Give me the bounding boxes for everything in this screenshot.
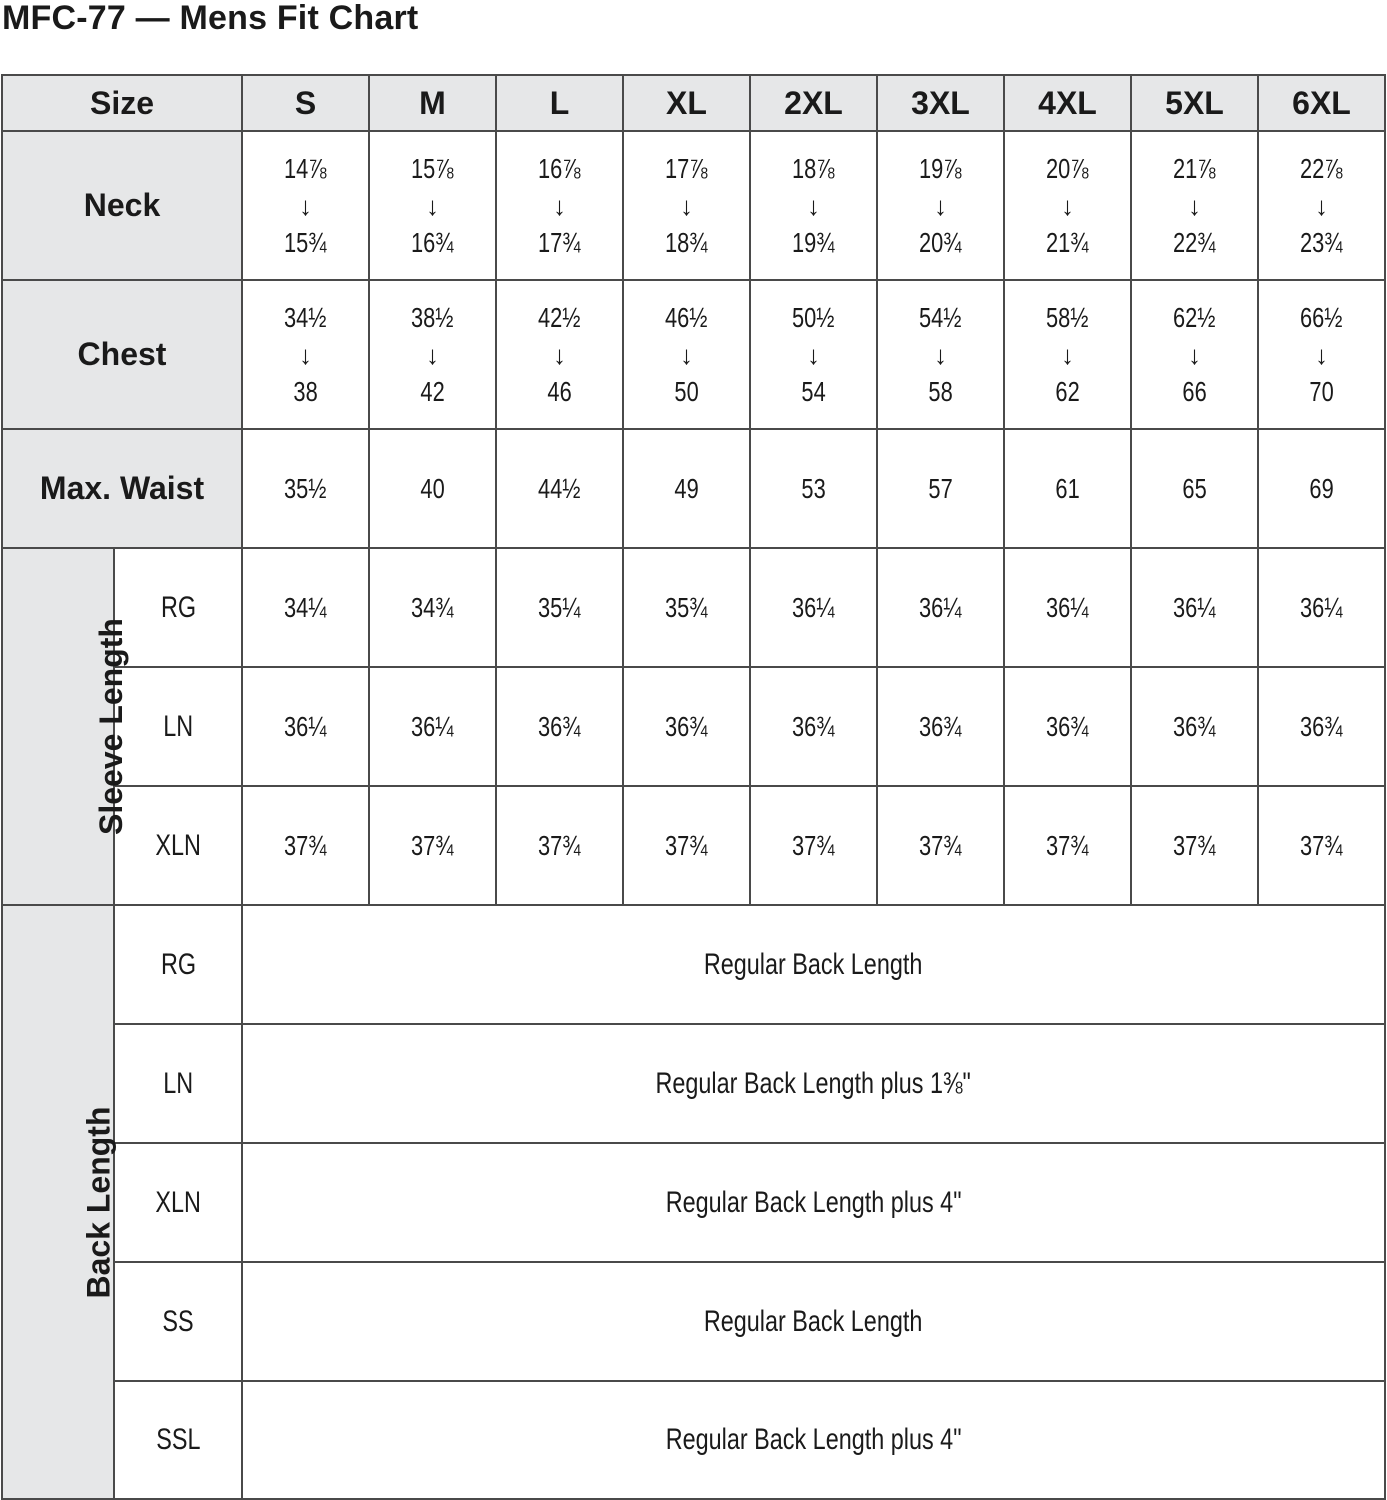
range-from: 66½ xyxy=(1300,301,1343,333)
sleeve-type xyxy=(114,548,242,667)
range-to: 22¾ xyxy=(1173,226,1216,258)
size-col-header: L xyxy=(496,75,623,131)
down-arrow-icon: ↓ xyxy=(1188,339,1201,370)
sleeve-value: 36¼ xyxy=(1173,591,1216,623)
sleeve-cell xyxy=(750,786,877,905)
neck-range-cell xyxy=(242,131,369,280)
sleeve-cell xyxy=(877,548,1004,667)
waist-cell xyxy=(877,429,1004,548)
neck-range-cell xyxy=(750,131,877,280)
waist-cell xyxy=(750,429,877,548)
back-type xyxy=(114,1262,242,1381)
waist-cell xyxy=(623,429,750,548)
size-col-header: 3XL xyxy=(877,75,1004,131)
sleeve-cell xyxy=(242,667,369,786)
down-arrow-icon: ↓ xyxy=(426,190,439,221)
range-from: 18⅞ xyxy=(792,152,835,184)
waist-value: 35½ xyxy=(284,472,327,504)
sleeve-value: 37¾ xyxy=(919,829,962,861)
size-col-header: 6XL xyxy=(1258,75,1385,131)
back-row-ssl xyxy=(2,1381,1385,1499)
down-arrow-icon: ↓ xyxy=(299,339,312,370)
range-to: 20¾ xyxy=(919,226,962,258)
size-col-header: XL xyxy=(623,75,750,131)
back-type-label: SSL xyxy=(155,1423,201,1456)
sleeve-type-label: LN xyxy=(163,709,193,743)
sleeve-cell xyxy=(496,667,623,786)
header-row xyxy=(2,75,1385,131)
sleeve-length-label xyxy=(2,548,129,905)
range-to: 50 xyxy=(674,375,699,407)
chest-label: Chest xyxy=(2,280,242,429)
range-to: 38 xyxy=(293,375,318,407)
back-length-note xyxy=(242,1024,1385,1143)
range-to: 54 xyxy=(801,375,826,407)
sleeve-cell xyxy=(1004,548,1131,667)
sleeve-value: 36¾ xyxy=(1173,710,1216,742)
chest-range-cell xyxy=(369,280,496,429)
waist-cell xyxy=(1258,429,1385,548)
sleeve-value: 37¾ xyxy=(284,829,327,861)
down-arrow-icon: ↓ xyxy=(553,190,566,221)
waist-label: Max. Waist xyxy=(2,429,242,548)
back-type xyxy=(114,905,242,1024)
waist-cell xyxy=(242,429,369,548)
sleeve-value: 37¾ xyxy=(665,829,708,861)
waist-cell xyxy=(496,429,623,548)
neck-range-cell xyxy=(877,131,1004,280)
back-length-value: Regular Back Length plus 4" xyxy=(665,1423,962,1456)
range-to: 58 xyxy=(928,375,953,407)
sleeve-value: 34¼ xyxy=(284,591,327,623)
sleeve-value: 36¾ xyxy=(538,710,581,742)
waist-value: 40 xyxy=(420,472,445,504)
sleeve-type-label: XLN xyxy=(155,828,201,862)
range-to: 19¾ xyxy=(792,226,835,258)
neck-range-cell xyxy=(369,131,496,280)
sleeve-cell xyxy=(369,667,496,786)
sleeve-row-rg xyxy=(2,548,1385,667)
page-title: MFC-77 — Mens Fit Chart xyxy=(2,0,419,37)
waist-cell xyxy=(369,429,496,548)
range-from: 16⅞ xyxy=(538,152,581,184)
back-length-value: Regular Back Length plus 4" xyxy=(665,1185,962,1219)
sleeve-cell xyxy=(750,667,877,786)
back-type xyxy=(114,1143,242,1262)
sleeve-cell xyxy=(1004,667,1131,786)
range-from: 21⅞ xyxy=(1173,152,1216,184)
sleeve-cell xyxy=(623,548,750,667)
back-length-note xyxy=(242,1381,1385,1499)
size-col-header: 5XL xyxy=(1131,75,1258,131)
sleeve-cell xyxy=(877,667,1004,786)
range-from: 17⅞ xyxy=(665,152,708,184)
sleeve-cell xyxy=(369,786,496,905)
sleeve-value: 36¾ xyxy=(792,710,835,742)
size-col-header: 2XL xyxy=(750,75,877,131)
chest-range-cell xyxy=(496,280,623,429)
chest-range-cell xyxy=(1131,280,1258,429)
neck-row xyxy=(2,131,1385,280)
sleeve-type-label: RG xyxy=(160,590,196,624)
range-to: 18¾ xyxy=(665,226,708,258)
range-from: 50½ xyxy=(792,301,835,333)
down-arrow-icon: ↓ xyxy=(934,339,947,370)
range-to: 46 xyxy=(547,375,572,407)
sleeve-cell xyxy=(1131,786,1258,905)
chest-range-cell xyxy=(750,280,877,429)
sleeve-type xyxy=(114,667,242,786)
back-length-value: Regular Back Length plus 1⅜" xyxy=(655,1066,972,1100)
back-length-label xyxy=(2,905,117,1499)
waist-value: 69 xyxy=(1309,472,1334,504)
sleeve-value: 37¾ xyxy=(792,829,835,861)
back-length-text: Back Length xyxy=(80,1105,117,1299)
range-to: 66 xyxy=(1182,375,1207,407)
sleeve-value: 37¾ xyxy=(1300,829,1343,861)
waist-value: 61 xyxy=(1055,472,1080,504)
range-to: 17¾ xyxy=(538,226,581,258)
range-from: 34½ xyxy=(284,301,327,333)
sleeve-cell xyxy=(496,548,623,667)
size-col-header: 4XL xyxy=(1004,75,1131,131)
sleeve-cell xyxy=(242,786,369,905)
sleeve-row-xln xyxy=(2,786,1385,905)
sleeve-cell xyxy=(1258,667,1385,786)
range-from: 14⅞ xyxy=(284,152,327,184)
sleeve-value: 36¾ xyxy=(665,710,708,742)
back-row-xln xyxy=(2,1143,1385,1262)
back-type-label: RG xyxy=(160,947,196,981)
size-header: Size xyxy=(2,75,242,131)
back-type-label: SS xyxy=(162,1304,194,1338)
back-type-label: LN xyxy=(163,1066,193,1100)
sleeve-value: 36¼ xyxy=(792,591,835,623)
size-col-header: M xyxy=(369,75,496,131)
sleeve-value: 37¾ xyxy=(538,829,581,861)
sleeve-value: 36¾ xyxy=(1300,710,1343,742)
waist-value: 65 xyxy=(1182,472,1207,504)
sleeve-value: 37¾ xyxy=(411,829,454,861)
neck-range-cell xyxy=(1258,131,1385,280)
down-arrow-icon: ↓ xyxy=(934,190,947,221)
range-from: 19⅞ xyxy=(919,152,962,184)
waist-cell xyxy=(1004,429,1131,548)
waist-value: 53 xyxy=(801,472,826,504)
sleeve-row-ln xyxy=(2,667,1385,786)
sleeve-cell xyxy=(877,786,1004,905)
chest-range-cell xyxy=(242,280,369,429)
down-arrow-icon: ↓ xyxy=(1315,339,1328,370)
waist-cell xyxy=(1131,429,1258,548)
chest-range-cell xyxy=(877,280,1004,429)
back-type xyxy=(114,1381,242,1499)
down-arrow-icon: ↓ xyxy=(1315,190,1328,221)
sleeve-cell xyxy=(1258,786,1385,905)
back-length-value: Regular Back Length xyxy=(704,1304,923,1338)
down-arrow-icon: ↓ xyxy=(807,190,820,221)
range-from: 42½ xyxy=(538,301,581,333)
sleeve-cell xyxy=(623,786,750,905)
range-from: 54½ xyxy=(919,301,962,333)
back-length-note xyxy=(242,1262,1385,1381)
sleeve-value: 34¾ xyxy=(411,591,454,623)
sleeve-value: 37¾ xyxy=(1173,829,1216,861)
sleeve-cell xyxy=(242,548,369,667)
sleeve-cell xyxy=(1004,786,1131,905)
sleeve-value: 36¾ xyxy=(919,710,962,742)
sleeve-value: 36¼ xyxy=(284,710,327,742)
sleeve-value: 36¼ xyxy=(1300,591,1343,623)
neck-range-cell xyxy=(1004,131,1131,280)
sleeve-cell xyxy=(1131,667,1258,786)
neck-range-cell xyxy=(623,131,750,280)
down-arrow-icon: ↓ xyxy=(553,339,566,370)
down-arrow-icon: ↓ xyxy=(1061,190,1074,221)
down-arrow-icon: ↓ xyxy=(299,190,312,221)
range-to: 15¾ xyxy=(284,226,327,258)
sleeve-type xyxy=(114,786,242,905)
sleeve-value: 35¼ xyxy=(538,591,581,623)
range-to: 62 xyxy=(1055,375,1080,407)
back-length-value: Regular Back Length xyxy=(704,947,923,981)
neck-range-cell xyxy=(496,131,623,280)
range-from: 15⅞ xyxy=(411,152,454,184)
range-to: 21¾ xyxy=(1046,226,1089,258)
sleeve-value: 36¼ xyxy=(1046,591,1089,623)
back-length-note xyxy=(242,1143,1385,1262)
range-from: 46½ xyxy=(665,301,708,333)
down-arrow-icon: ↓ xyxy=(1061,339,1074,370)
range-from: 20⅞ xyxy=(1046,152,1089,184)
range-to: 70 xyxy=(1309,375,1334,407)
back-row-ln xyxy=(2,1024,1385,1143)
sleeve-cell xyxy=(1131,548,1258,667)
back-length-note xyxy=(242,905,1385,1024)
sleeve-value: 36¼ xyxy=(919,591,962,623)
down-arrow-icon: ↓ xyxy=(426,339,439,370)
sleeve-value: 36¾ xyxy=(1046,710,1089,742)
back-type xyxy=(114,1024,242,1143)
sleeve-value: 36¼ xyxy=(411,710,454,742)
sleeve-cell xyxy=(623,667,750,786)
chest-row xyxy=(2,280,1385,429)
chest-range-cell xyxy=(1258,280,1385,429)
down-arrow-icon: ↓ xyxy=(1188,190,1201,221)
waist-row xyxy=(2,429,1385,548)
down-arrow-icon: ↓ xyxy=(807,339,820,370)
sleeve-cell xyxy=(1258,548,1385,667)
back-row-rg xyxy=(2,905,1385,1024)
size-col-header: S xyxy=(242,75,369,131)
range-from: 58½ xyxy=(1046,301,1089,333)
range-to: 16¾ xyxy=(411,226,454,258)
range-from: 22⅞ xyxy=(1300,152,1343,184)
waist-value: 44½ xyxy=(538,472,581,504)
sleeve-cell xyxy=(369,548,496,667)
neck-label: Neck xyxy=(2,131,242,280)
down-arrow-icon: ↓ xyxy=(680,190,693,221)
sleeve-length-text: Sleeve Length xyxy=(92,618,129,835)
back-row-ss xyxy=(2,1262,1385,1381)
chest-range-cell xyxy=(1004,280,1131,429)
chest-range-cell xyxy=(623,280,750,429)
waist-value: 49 xyxy=(674,472,699,504)
range-from: 38½ xyxy=(411,301,454,333)
back-type-label: XLN xyxy=(155,1185,201,1219)
range-to: 23¾ xyxy=(1300,226,1343,258)
neck-range-cell xyxy=(1131,131,1258,280)
sleeve-cell xyxy=(496,786,623,905)
sleeve-cell xyxy=(750,548,877,667)
fit-chart-table xyxy=(1,74,1386,1500)
range-from: 62½ xyxy=(1173,301,1216,333)
down-arrow-icon: ↓ xyxy=(680,339,693,370)
range-to: 42 xyxy=(420,375,445,407)
waist-value: 57 xyxy=(928,472,953,504)
sleeve-value: 37¾ xyxy=(1046,829,1089,861)
sleeve-value: 35¾ xyxy=(665,591,708,623)
